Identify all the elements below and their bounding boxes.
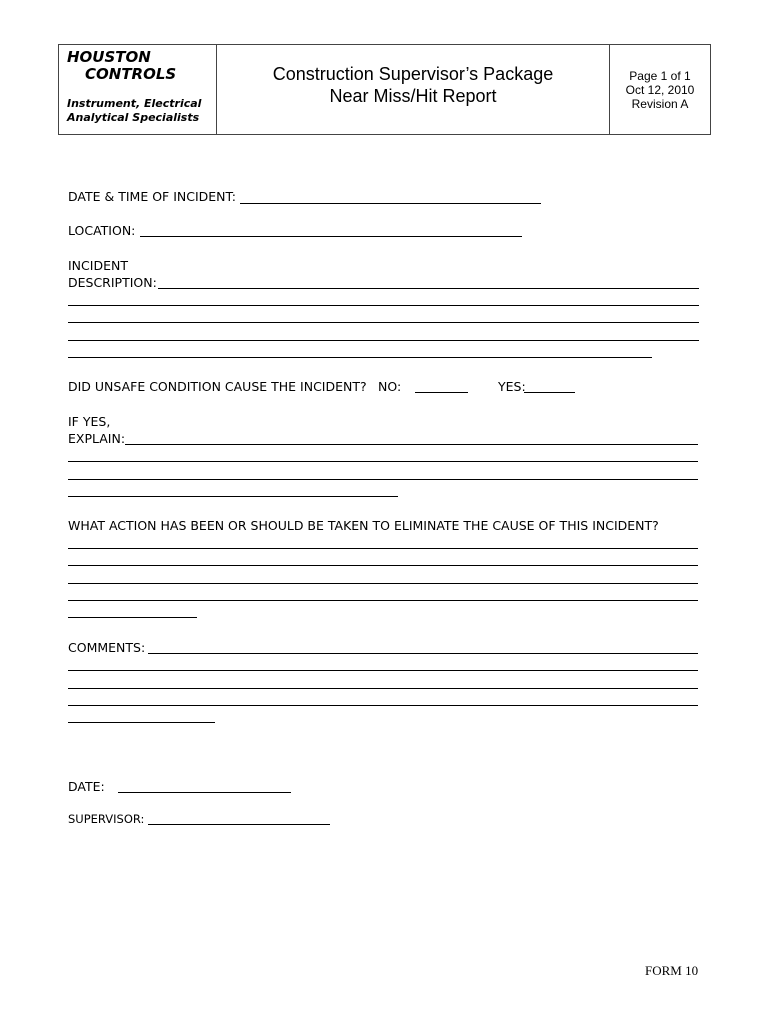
- action-line[interactable]: [68, 565, 698, 566]
- title-line1: Construction Supervisor’s Package: [272, 64, 554, 84]
- location-label: LOCATION:: [68, 223, 136, 238]
- action-line[interactable]: [68, 583, 698, 584]
- comments-label: COMMENTS:: [68, 640, 146, 655]
- incident-description-line[interactable]: [68, 305, 699, 306]
- explain-line[interactable]: [68, 461, 698, 462]
- page-number: Page 1 of 1: [629, 69, 691, 83]
- comments-line[interactable]: [68, 722, 215, 723]
- incident-description-line[interactable]: [68, 357, 652, 358]
- date-time-field[interactable]: [240, 203, 541, 204]
- incident-label-line1: INCIDENT: [68, 258, 128, 273]
- date-field[interactable]: [118, 792, 291, 793]
- tagline-line1: Instrument, Electrical: [67, 97, 202, 110]
- yes-field[interactable]: [524, 392, 575, 393]
- form-number: FORM 10: [645, 963, 699, 978]
- explain-line[interactable]: [68, 479, 698, 480]
- document-header: [58, 44, 711, 135]
- explain-line[interactable]: [68, 496, 398, 497]
- supervisor-label: SUPERVISOR:: [68, 812, 145, 826]
- document-meta: [610, 45, 710, 134]
- company-logo: [59, 45, 217, 134]
- document-title: [217, 45, 610, 134]
- action-question: WHAT ACTION HAS BEEN OR SHOULD BE TAKEN TO ELIMINATE THE CAUSE OF THIS INCIDENT?: [68, 518, 659, 533]
- incident-label-line2: DESCRIPTION:: [68, 275, 157, 290]
- if-yes-label: IF YES,: [68, 414, 111, 429]
- supervisor-field[interactable]: [148, 824, 330, 825]
- company-name-line1: HOUSTON: [67, 48, 151, 66]
- company-name-line2: CONTROLS: [85, 65, 177, 83]
- comments-line[interactable]: [68, 688, 698, 689]
- action-line[interactable]: [68, 617, 197, 618]
- comments-line[interactable]: [68, 670, 698, 671]
- incident-description-line[interactable]: [68, 340, 699, 341]
- unsafe-condition-question: DID UNSAFE CONDITION CAUSE THE INCIDENT?: [68, 379, 367, 394]
- yes-label: YES:: [498, 379, 526, 394]
- date-time-label: DATE & TIME OF INCIDENT:: [68, 189, 236, 204]
- date-label: DATE:: [68, 779, 105, 794]
- action-line[interactable]: [68, 600, 698, 601]
- revision-label: Revision A: [631, 97, 689, 111]
- explain-field[interactable]: [125, 444, 698, 445]
- title-line2: Near Miss/Hit Report: [329, 86, 497, 106]
- incident-description-field[interactable]: [158, 288, 699, 289]
- action-line[interactable]: [68, 548, 698, 549]
- no-label: NO:: [378, 379, 402, 394]
- revision-date: Oct 12, 2010: [625, 83, 695, 97]
- no-field[interactable]: [415, 392, 468, 393]
- tagline-line2: Analytical Specialists: [67, 111, 200, 124]
- explain-label: EXPLAIN:: [68, 431, 126, 446]
- location-field[interactable]: [140, 236, 522, 237]
- comments-field[interactable]: [148, 653, 698, 654]
- comments-line[interactable]: [68, 705, 698, 706]
- incident-description-line[interactable]: [68, 322, 699, 323]
